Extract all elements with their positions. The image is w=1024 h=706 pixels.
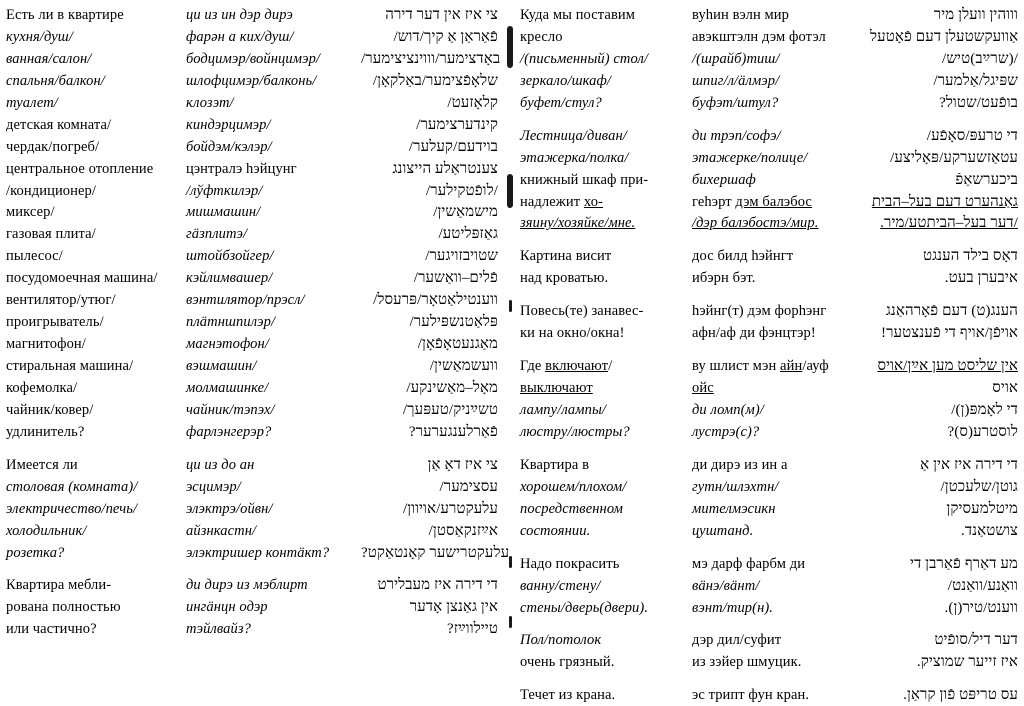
phrase-row bbox=[6, 70, 498, 92]
yiddish-phrase: אײַזנקאַסטן/ bbox=[428, 522, 498, 539]
phrase-group bbox=[520, 125, 1018, 235]
russian-phrase: Пол/потолок bbox=[520, 632, 602, 649]
russian-phrase: холодильник/ bbox=[6, 522, 87, 539]
phrase-row bbox=[520, 399, 1018, 421]
yiddish-phrase: מאָל–מאַשינקע/ bbox=[406, 379, 498, 396]
yiddish-phrase: עס טריפּט פֿון קראַן. bbox=[903, 687, 1018, 704]
transliteration: дос билд hэйнгт bbox=[692, 248, 794, 265]
transliteration: бихершаф bbox=[692, 171, 756, 188]
phrase-row bbox=[6, 26, 498, 48]
russian-phrase: кухня/душ/ bbox=[6, 28, 73, 45]
russian-phrase: Лестница/диван/ bbox=[520, 127, 627, 144]
transliteration: буфэт/штул? bbox=[692, 94, 779, 111]
phrase-group bbox=[6, 4, 501, 443]
transliteration: вэнт/тир(н). bbox=[692, 599, 774, 616]
russian-phrase: Есть ли в квартире bbox=[6, 7, 124, 23]
phrase-row bbox=[520, 520, 1018, 542]
transliteration: цуштанд. bbox=[692, 522, 754, 539]
transliteration: геhэрт дэм балэбос bbox=[692, 193, 812, 210]
transliteration: фарлэнгерэр? bbox=[186, 423, 272, 440]
yiddish-phrase: די טרעפּ/סאָפֿע/ bbox=[926, 127, 1018, 144]
russian-phrase: над кроватью. bbox=[520, 270, 609, 287]
transliteration: шпиг/л/ӓлмэр/ bbox=[692, 72, 780, 89]
transliteration: киндэрцимэр/ bbox=[186, 116, 271, 133]
scan-artifact-mark bbox=[507, 26, 513, 68]
transliteration: афн/аф ди фэнцтэр! bbox=[692, 325, 816, 342]
transliteration: вӓнэ/вӓнт/ bbox=[692, 577, 760, 594]
russian-phrase: или частично? bbox=[6, 621, 97, 638]
phrase-row bbox=[520, 421, 1018, 443]
transliteration: ди ломп(м)/ bbox=[692, 402, 764, 418]
yiddish-phrase: אויס bbox=[992, 380, 1018, 397]
russian-phrase: лампу/лампы/ bbox=[520, 402, 607, 418]
russian-phrase: ванная/салон/ bbox=[6, 50, 92, 67]
phrase-row bbox=[520, 575, 1018, 597]
transliteration: ибэрн бэт. bbox=[692, 270, 756, 287]
transliteration: элэктрэ/ойвн/ bbox=[186, 500, 273, 517]
phrase-row bbox=[6, 520, 498, 542]
transliteration: из зэйер шмуцик. bbox=[692, 654, 802, 671]
transliteration: вуhин вэлн мир bbox=[692, 7, 790, 23]
yiddish-phrase: מאַגנעטאָפֿאָן/ bbox=[417, 336, 498, 353]
russian-phrase: ки на окно/окна! bbox=[520, 325, 625, 342]
yiddish-phrase: קלאָזעט/ bbox=[447, 94, 498, 111]
yiddish-phrase: פֿאַרלענגערער? bbox=[408, 423, 498, 440]
russian-phrase: рована полностью bbox=[6, 599, 121, 616]
transliteration: штойбзойгер/ bbox=[186, 248, 274, 265]
phrase-row bbox=[6, 180, 498, 202]
phrase-row bbox=[6, 399, 498, 421]
russian-phrase: кофемолка/ bbox=[6, 379, 78, 396]
phrase-group bbox=[520, 4, 1018, 114]
russian-phrase: Квартира в bbox=[520, 456, 590, 473]
right-column bbox=[520, 4, 1019, 704]
transliteration: клозэт/ bbox=[186, 94, 234, 111]
transliteration: гутн/шлэхтн/ bbox=[692, 478, 779, 495]
yiddish-phrase: בוידעם/קעלער/ bbox=[408, 138, 498, 155]
phrase-row bbox=[6, 201, 498, 223]
transliteration: ойс bbox=[692, 380, 714, 397]
phrase-row bbox=[520, 245, 1018, 267]
phrase-group bbox=[6, 574, 498, 640]
phrase-row bbox=[6, 245, 498, 267]
russian-phrase: буфет/стул? bbox=[520, 94, 602, 111]
yiddish-phrase: צושטאַנד. bbox=[960, 522, 1018, 539]
russian-phrase: книжный шкаф при- bbox=[520, 171, 649, 188]
transliteration: /дэр балэбостэ/мир. bbox=[692, 215, 819, 232]
transliteration: молмашинке/ bbox=[186, 379, 269, 396]
yiddish-phrase: דער דיל/סופֿיט bbox=[934, 632, 1018, 649]
russian-phrase: стены/дверь(двери). bbox=[520, 599, 649, 616]
transliteration: вэнтилятор/прэсл/ bbox=[186, 292, 305, 309]
phrase-row bbox=[520, 684, 1018, 706]
russian-phrase: очень грязный. bbox=[520, 654, 615, 671]
russian-phrase: выключают bbox=[520, 380, 593, 397]
yiddish-phrase: באָדצימער/וווינציצימער/ bbox=[361, 50, 501, 67]
yiddish-phrase: ביכערשאַפֿ bbox=[955, 171, 1018, 188]
russian-phrase: вентилятор/утюг/ bbox=[6, 292, 116, 309]
yiddish-phrase: פּלאַטנשפּילער/ bbox=[409, 314, 498, 331]
russian-phrase: посудомоечная машина/ bbox=[6, 270, 158, 287]
yiddish-phrase: ווענט/טיר(ן). bbox=[944, 599, 1018, 616]
russian-phrase: электричество/печь/ bbox=[6, 500, 138, 517]
yiddish-phrase: עטאַזשערקע/פּאָליצע/ bbox=[890, 149, 1018, 166]
russian-phrase: этажерка/полка/ bbox=[520, 149, 629, 166]
yiddish-phrase: שלאָפֿצימער/באַלקאָן/ bbox=[372, 72, 498, 89]
phrase-row bbox=[6, 311, 498, 333]
transliteration: ди дирэ из ин а bbox=[692, 456, 788, 473]
phrase-row bbox=[6, 48, 501, 70]
yiddish-phrase: פֿאַראַן אַ קיך/דוש/ bbox=[393, 28, 498, 45]
transliteration: ди дирэ из мэблирт bbox=[186, 577, 308, 594]
phrase-row bbox=[6, 574, 498, 596]
yiddish-phrase: די לאָמפּ(ן)/ bbox=[951, 402, 1018, 418]
yiddish-phrase: פֿלים–וואַשער/ bbox=[413, 270, 498, 287]
russian-phrase: зеркало/шкаф/ bbox=[520, 72, 612, 89]
phrase-row bbox=[520, 147, 1018, 169]
phrase-row bbox=[520, 377, 1018, 399]
phrase-row bbox=[520, 300, 1018, 322]
russian-phrase: Надо покрасить bbox=[520, 555, 620, 572]
transliteration: мителмэсикн bbox=[692, 500, 776, 517]
transliteration: ди трэп/софэ/ bbox=[692, 127, 781, 144]
russian-phrase: Куда мы поставим bbox=[520, 7, 636, 23]
phrase-row bbox=[6, 333, 498, 355]
phrase-row bbox=[520, 4, 1018, 26]
russian-phrase: надлежит хо- bbox=[520, 193, 603, 210]
yiddish-phrase: /לופֿטקילער/ bbox=[425, 182, 498, 199]
russian-phrase: кресло bbox=[520, 28, 563, 45]
phrase-row bbox=[520, 553, 1018, 575]
russian-phrase: центральное отопление bbox=[6, 160, 154, 177]
yiddish-phrase: מיטלמעסיקן bbox=[946, 500, 1018, 517]
transliteration: бойдэм/кэлэр/ bbox=[186, 138, 272, 155]
phrase-row bbox=[6, 454, 498, 476]
transliteration: магнэтофон/ bbox=[186, 336, 269, 353]
russian-phrase: пылесос/ bbox=[6, 248, 63, 265]
russian-phrase: Имеется ли bbox=[6, 456, 78, 473]
yiddish-phrase: גאַזפּליטע/ bbox=[438, 226, 498, 243]
yiddish-phrase: עסצימער/ bbox=[439, 478, 498, 495]
yiddish-phrase: אַוועקשטעלן דעם פֿאָטעל bbox=[870, 28, 1019, 45]
transliteration: шлофцимэр/балконь/ bbox=[186, 72, 317, 89]
transliteration: /лўфткилэр/ bbox=[186, 182, 263, 199]
phrase-row bbox=[520, 454, 1018, 476]
transliteration: вэшмашин/ bbox=[186, 358, 257, 374]
russian-phrase: розетка? bbox=[6, 544, 65, 561]
yiddish-phrase: איז זייער שמוציק. bbox=[916, 654, 1018, 671]
yiddish-phrase: עלעקטרע/אויוון/ bbox=[402, 500, 498, 517]
yiddish-phrase: מע דאַרף פֿאַרבן די bbox=[909, 555, 1018, 572]
phrase-group bbox=[520, 684, 1018, 706]
russian-phrase: туалет/ bbox=[6, 94, 58, 111]
russian-phrase: состоянии. bbox=[520, 522, 591, 539]
yiddish-phrase: וועשמאַשין/ bbox=[429, 358, 498, 374]
russian-phrase: проигрыватель/ bbox=[6, 314, 104, 331]
yiddish-phrase: גוטן/שלעכטן/ bbox=[940, 478, 1018, 495]
phrase-row bbox=[6, 114, 498, 136]
phrase-row bbox=[520, 48, 1018, 70]
yiddish-phrase: טשײַניק/טעפּעך/ bbox=[402, 401, 498, 418]
phrase-group bbox=[520, 355, 1018, 443]
yiddish-phrase: /(שרײַב)טיש/ bbox=[942, 50, 1018, 67]
russian-phrase: спальня/балкон/ bbox=[6, 72, 105, 89]
russian-phrase: газовая плита/ bbox=[6, 226, 96, 243]
phrase-row bbox=[520, 92, 1018, 114]
phrase-row bbox=[6, 421, 498, 443]
russian-phrase: ванну/стену/ bbox=[520, 577, 601, 594]
phrase-row bbox=[6, 136, 498, 158]
phrase-row bbox=[520, 476, 1018, 498]
transliteration: ци из до ан bbox=[186, 456, 255, 473]
phrase-group bbox=[520, 454, 1018, 542]
phrase-row bbox=[6, 158, 498, 180]
phrase-row bbox=[520, 125, 1018, 147]
yiddish-phrase: די דירה איז אין אַ bbox=[920, 456, 1018, 473]
scan-artifact-mark bbox=[509, 300, 512, 312]
yiddish-phrase: צענטראַלע הייצונג bbox=[392, 160, 498, 177]
two-column-layout bbox=[6, 4, 1019, 704]
phrase-row bbox=[6, 618, 498, 640]
transliteration: элэктришер контӓкт? bbox=[186, 544, 330, 561]
russian-phrase: детская комната/ bbox=[6, 116, 112, 133]
yiddish-phrase: דאָס בילד הענגט bbox=[922, 248, 1018, 265]
transliteration: мишмашин/ bbox=[186, 204, 261, 221]
phrase-row bbox=[6, 498, 498, 520]
yiddish-phrase: אין שליסט מען אײַן/אויס bbox=[877, 358, 1018, 375]
phrase-row bbox=[6, 267, 498, 289]
yiddish-phrase: די דירה איז מעבלירט bbox=[377, 577, 498, 594]
yiddish-phrase: צי איז דאָ אַן bbox=[427, 456, 498, 473]
russian-phrase: стиральная машина/ bbox=[6, 358, 134, 374]
yiddish-phrase: בופֿעט/שטול? bbox=[939, 94, 1018, 111]
russian-phrase: чайник/ковер/ bbox=[6, 401, 94, 418]
transliteration: эсцимэр/ bbox=[186, 478, 241, 495]
yiddish-phrase: קינדערצימער/ bbox=[416, 116, 498, 133]
russian-phrase: Повесь(те) занавес- bbox=[520, 303, 644, 320]
phrase-row bbox=[520, 322, 1018, 344]
transliteration: мэ дарф фарбм ди bbox=[692, 555, 806, 572]
transliteration: ци из ин дэр дирэ bbox=[186, 7, 293, 23]
russian-phrase: люстру/люстры? bbox=[520, 423, 630, 440]
yiddish-phrase: וווהין וועלן מיר bbox=[933, 7, 1018, 23]
transliteration: айзнкастн/ bbox=[186, 522, 257, 539]
yiddish-phrase: טיילווײַז? bbox=[446, 621, 498, 638]
transliteration: бодцимэр/войнцимэр/ bbox=[186, 50, 321, 67]
phrase-row bbox=[6, 223, 498, 245]
yiddish-phrase: וואַנע/וואַנט/ bbox=[947, 577, 1018, 594]
phrase-row bbox=[520, 597, 1018, 619]
phrase-group bbox=[520, 245, 1018, 289]
russian-phrase: магнитофон/ bbox=[6, 336, 86, 353]
yiddish-phrase: עלעקטרישער קאָנטאַקט? bbox=[361, 544, 510, 561]
yiddish-phrase: אויפֿן/אויף די פֿענצטער! bbox=[880, 325, 1018, 342]
russian-phrase: чердак/погреб/ bbox=[6, 138, 100, 155]
phrase-row bbox=[520, 498, 1018, 520]
phrase-row bbox=[6, 92, 498, 114]
phrase-row bbox=[520, 169, 1018, 191]
phrase-row bbox=[6, 289, 498, 311]
phrase-row bbox=[6, 377, 498, 399]
page-gutter bbox=[498, 4, 520, 667]
phrase-row bbox=[6, 476, 498, 498]
phrase-group bbox=[520, 553, 1018, 619]
russian-phrase: /(письменный) стол/ bbox=[520, 50, 649, 67]
yiddish-phrase: לוסטרע(ס)? bbox=[947, 423, 1018, 440]
yiddish-phrase: הענג(ט) דעם פֿאָרהאַנג bbox=[885, 303, 1018, 320]
phrase-row bbox=[520, 629, 1018, 651]
transliteration: /(шрайб)тиш/ bbox=[692, 50, 780, 67]
phrase-row bbox=[520, 212, 1018, 234]
transliteration: лустрэ(с)? bbox=[692, 423, 760, 440]
transliteration: ингӓнцн одэр bbox=[186, 599, 268, 616]
phrase-group bbox=[520, 300, 1018, 344]
phrase-row bbox=[520, 26, 1018, 48]
phrase-row bbox=[6, 542, 510, 564]
transliteration: фарән а ких/душ/ bbox=[186, 28, 294, 45]
transliteration: этажерке/полице/ bbox=[692, 149, 808, 166]
scan-artifact-mark bbox=[509, 616, 512, 628]
transliteration: гӓзплитэ/ bbox=[186, 226, 248, 243]
phrase-row bbox=[520, 70, 1018, 92]
phrase-group bbox=[6, 454, 510, 564]
phrase-row bbox=[520, 191, 1018, 213]
russian-phrase: зяину/хозяйке/мне. bbox=[520, 215, 636, 232]
russian-phrase: /кондиционер/ bbox=[6, 182, 97, 199]
russian-phrase: Где включают/ bbox=[520, 358, 613, 375]
transliteration: дэр дил/суфит bbox=[692, 632, 782, 649]
transliteration: эс трипт фун кран. bbox=[692, 687, 810, 704]
russian-phrase: Течет из крана. bbox=[520, 687, 616, 704]
transliteration: тэйлвайз? bbox=[186, 621, 251, 638]
transliteration: плӓтншпилэр/ bbox=[186, 314, 276, 331]
yiddish-phrase: איבערן בעט. bbox=[944, 270, 1018, 287]
yiddish-phrase: ווענטילאַטאָר/פּרעסל/ bbox=[373, 292, 498, 309]
scan-artifact-mark bbox=[507, 174, 513, 208]
yiddish-phrase: /דער בעל–הביתטע/מיר. bbox=[880, 215, 1018, 232]
transliteration: авэкштэлн дэм фотэл bbox=[692, 28, 826, 45]
transliteration: кэйлимвашер/ bbox=[186, 270, 273, 287]
yiddish-phrase: מישמאַשין/ bbox=[433, 204, 498, 221]
phrase-row bbox=[520, 651, 1018, 673]
phrase-row bbox=[6, 4, 498, 26]
russian-phrase: посредственном bbox=[520, 500, 623, 517]
russian-phrase: миксер/ bbox=[6, 204, 55, 221]
transliteration: hэйнг(т) дэм форhэнг bbox=[692, 303, 827, 320]
yiddish-phrase: אין גאַנצן אָדער bbox=[409, 599, 498, 616]
transliteration: цэнтралэ hэйцунг bbox=[186, 160, 297, 177]
russian-phrase: Квартира мебли- bbox=[6, 577, 112, 594]
russian-phrase: столовая (комната)/ bbox=[6, 478, 138, 495]
left-column bbox=[6, 4, 510, 667]
yiddish-phrase: שפּיגל/אַלמער/ bbox=[933, 72, 1018, 89]
transliteration: ву шлист мэн айн/ауф bbox=[692, 358, 829, 375]
russian-phrase: Картина висит bbox=[520, 248, 612, 265]
russian-phrase: удлинитель? bbox=[6, 423, 85, 440]
yiddish-phrase: שטויבזויגער/ bbox=[425, 248, 498, 265]
yiddish-phrase: צי איז אין דער דירה bbox=[385, 7, 498, 23]
yiddish-phrase: גאַנהערט דעם בעל–הבית bbox=[871, 193, 1018, 210]
phrase-row bbox=[520, 267, 1018, 289]
phrase-row bbox=[520, 355, 1018, 377]
scan-artifact-mark bbox=[509, 556, 512, 568]
russian-phrase: хорошем/плохом/ bbox=[520, 478, 627, 495]
phrase-row bbox=[6, 596, 498, 618]
phrase-row bbox=[6, 355, 498, 377]
transliteration: чайник/тэпэх/ bbox=[186, 401, 275, 418]
